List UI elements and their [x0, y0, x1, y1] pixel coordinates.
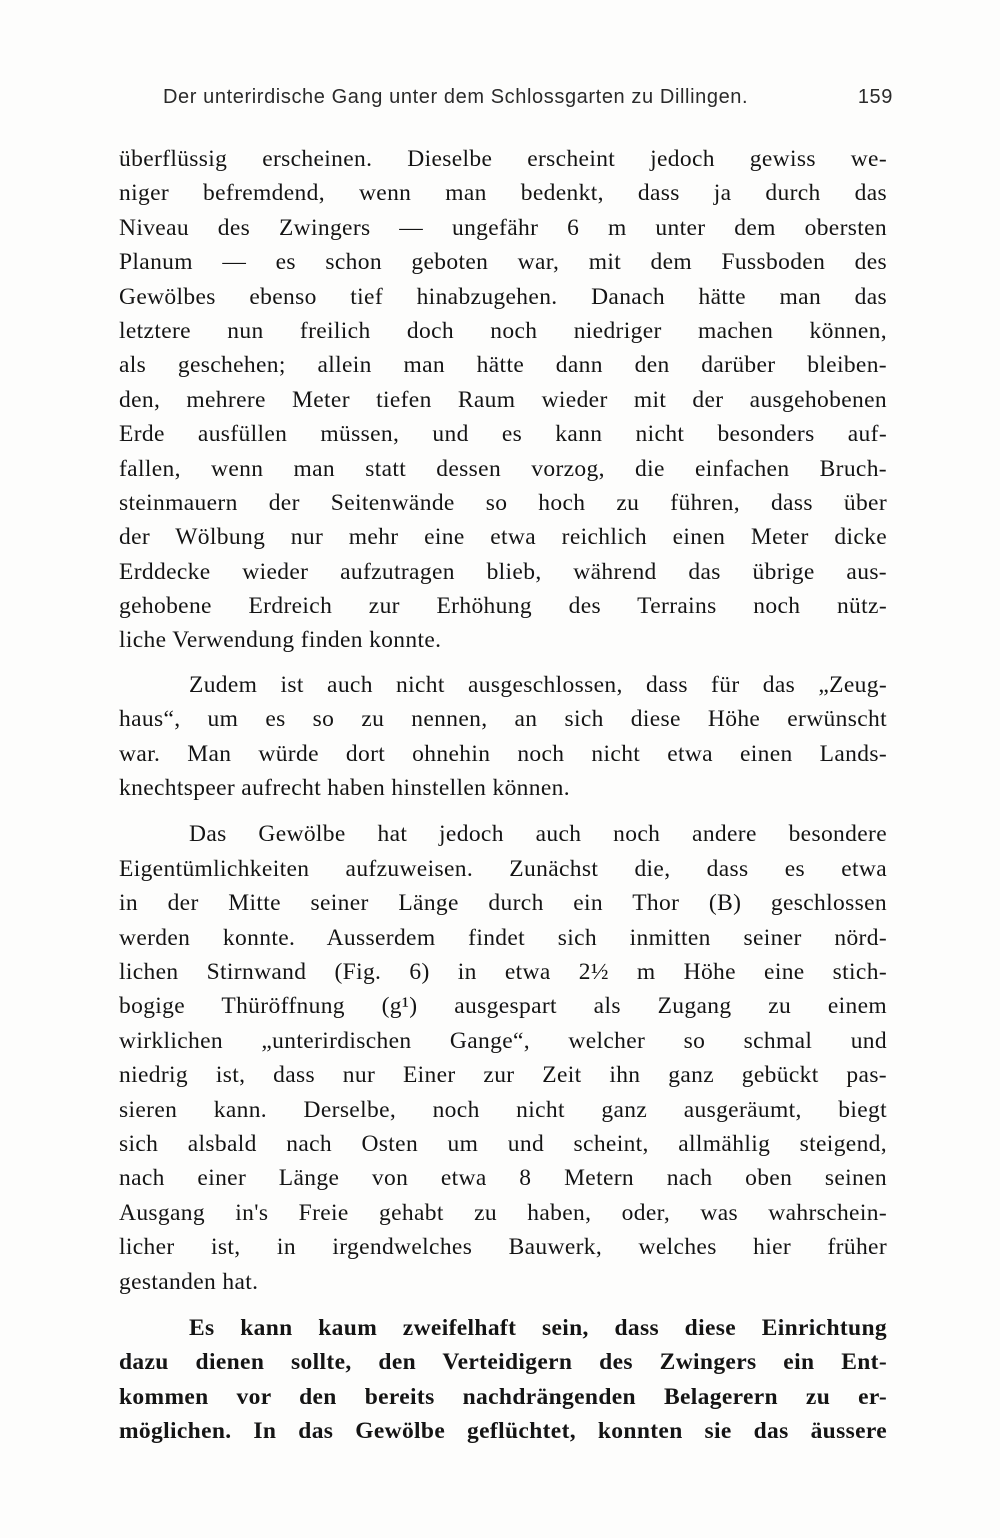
text-line: werden konnte. Ausserdem findet sich inmitten seiner nörd-	[119, 924, 887, 951]
text-line: haus“, um es so zu nennen, an sich diese Höhe erwünscht	[119, 706, 887, 733]
text-line: war. Man würde dort ohnehin noch nicht etwa einen Lands-	[119, 740, 887, 767]
text-line: Gewölbes ebenso tief hinabzugehen. Danach hätte man das	[119, 283, 887, 310]
running-head	[163, 86, 893, 114]
text-line: Ausgang in's Freie gehabt zu haben, oder, was wahrschein-	[119, 1199, 887, 1226]
text-line: Erde ausfüllen müssen, und es kann nicht besonders auf-	[119, 421, 887, 448]
paragraph	[119, 1311, 887, 1449]
paragraph	[119, 142, 887, 658]
text-line: der Wölbung nur mehr eine etwa reichlich einen Meter dicke	[119, 524, 887, 551]
text-line: sich alsbald nach Osten um und scheint, allmählig steigend,	[119, 1130, 887, 1157]
text-line: gehobene Erdreich zur Erhöhung des Terrains noch nütz-	[119, 593, 887, 620]
text-line: licher ist, in irgendwelches Bauwerk, welches hier früher	[119, 1234, 887, 1261]
text-line: nach einer Länge von etwa 8 Metern nach oben seinen	[119, 1165, 887, 1192]
text-line: Das Gewölbe hat jedoch auch noch andere besondere	[189, 821, 887, 848]
text-line: dazu dienen sollte, den Verteidigern des Zwingers ein Ent-	[119, 1349, 887, 1376]
paragraph	[119, 817, 887, 1298]
text-line: kommen vor den bereits nachdrängenden Belagerern zu er-	[119, 1383, 887, 1410]
text-line: lichen Stirnwand (Fig. 6) in etwa 2½ m Höhe eine stich-	[119, 958, 887, 985]
text-line: in der Mitte seiner Länge durch ein Thor (B) geschlossen	[119, 890, 887, 917]
text-line: letztere nun freilich doch noch niedriger machen können,	[119, 317, 887, 344]
text-line: liche Verwendung finden konnte.	[119, 627, 442, 654]
text-line: den, mehrere Meter tiefen Raum wieder mit der ausgehobenen	[119, 386, 887, 413]
text-line: Es kann kaum zweifelhaft sein, dass diese Einrichtung	[189, 1314, 887, 1341]
text-line: Planum — es schon geboten war, mit dem Fussboden des	[119, 249, 887, 276]
text-line: niger befremdend, wenn man bedenkt, dass ja durch das	[119, 180, 887, 207]
text-line: fallen, wenn man statt dessen vorzog, die einfachen Bruch-	[119, 455, 887, 482]
text-line: Erddecke wieder aufzutragen blieb, während das übrige aus-	[119, 558, 887, 585]
text-line: knechtspeer aufrecht haben hinstellen können.	[119, 775, 570, 802]
text-line: Niveau des Zwingers — ungefähr 6 m unter dem obersten	[119, 214, 887, 241]
paragraph	[119, 668, 887, 806]
paragraph-gap	[119, 1299, 887, 1311]
text-line: steinmauern der Seitenwände so hoch zu führen, dass über	[119, 489, 887, 516]
paragraph-gap	[119, 658, 887, 668]
text-line: überflüssig erscheinen. Dieselbe erscheint jedoch gewiss we-	[119, 146, 887, 172]
paragraph-gap	[119, 805, 887, 817]
text-line: möglichen. In das Gewölbe geflüchtet, konnten sie das äussere	[119, 1418, 887, 1445]
body-text	[119, 142, 887, 1448]
text-line: als geschehen; allein man hätte dann den darüber bleiben-	[119, 352, 887, 379]
text-line: Eigentümlichkeiten aufzuweisen. Zunächst die, dass es etwa	[119, 855, 887, 882]
text-line: sieren kann. Derselbe, noch nicht ganz ausgeräumt, biegt	[119, 1096, 887, 1123]
text-line: bogige Thüröffnung (g¹) ausgespart als Zugang zu einem	[119, 993, 887, 1020]
running-head-title: Der unterirdische Gang unter dem Schlossgarten zu Dillingen.	[163, 86, 749, 108]
text-line: Zudem ist auch nicht ausgeschlossen, dass für das „Zeug-	[189, 671, 887, 698]
text-line: wirklichen „unterirdischen Gange“, welcher so schmal und	[119, 1027, 887, 1054]
text-line: gestanden hat.	[119, 1268, 259, 1295]
page-number: 159	[857, 86, 893, 108]
text-line: niedrig ist, dass nur Einer zur Zeit ihn ganz gebückt pas-	[119, 1062, 887, 1089]
